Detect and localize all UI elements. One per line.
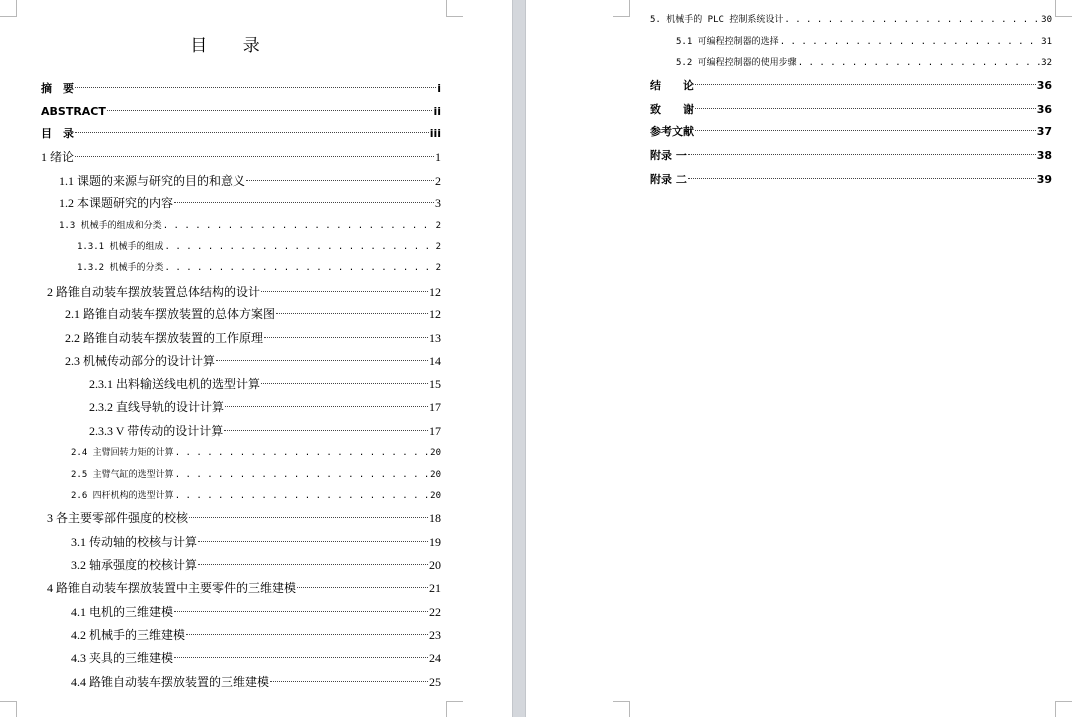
toc-entry[interactable] (71, 648, 441, 668)
toc-entry[interactable] (89, 374, 441, 394)
toc-leader-dots (224, 430, 428, 431)
toc-entry[interactable] (71, 625, 441, 645)
toc-leader-dots (695, 130, 1036, 131)
toc-leader-dots (246, 180, 434, 181)
toc-leader-dots (695, 84, 1036, 85)
toc-entry-title: 2.4 主臂回转力矩的计算 (71, 448, 174, 458)
toc-leader-dots (297, 587, 428, 588)
toc-entry-page-number: 20 (430, 491, 441, 501)
toc-entry[interactable] (41, 79, 441, 99)
toc-entry-title: 2.1 路锥自动装车摆放装置的总体方案图 (65, 307, 276, 321)
toc-leader-dots (107, 110, 433, 111)
toc-leader-dots (270, 681, 428, 682)
toc-entry-page-number: 12 (429, 285, 441, 299)
toc-entry[interactable] (676, 53, 1052, 73)
toc-entry-page-number: 2 (435, 263, 441, 273)
toc-entry-title: 2 路锥自动装车摆放装置总体结构的设计 (47, 285, 261, 299)
toc-entry[interactable] (650, 100, 1052, 120)
toc-entry-page-number: 2 (435, 221, 441, 231)
toc-entry-title: 2.3.3 V 带传动的设计计算 (89, 424, 224, 438)
toc-entry-title: 4.3 夹具的三维建模 (71, 651, 174, 665)
toc-entry-title: 4.4 路锥自动装车摆放装置的三维建模 (71, 675, 270, 689)
toc-leader-dots (175, 486, 429, 506)
toc-entry[interactable] (41, 102, 441, 122)
toc-entry-title: 1 绪论 (41, 150, 75, 164)
toc-entry-title: 附录 一 (650, 149, 687, 162)
toc-entry-page-number: 37 (1036, 125, 1052, 138)
toc-entry[interactable] (77, 237, 441, 257)
toc-entry-title: 2.3 机械传动部分的设计计算 (65, 354, 216, 368)
page-title: 目 录 (190, 36, 275, 56)
toc-entry-title: 1.2 本课题研究的内容 (59, 196, 174, 210)
toc-entry[interactable] (676, 32, 1052, 52)
toc-entry[interactable] (65, 328, 441, 348)
toc-leader-dots (225, 406, 428, 407)
toc-leader-dots (186, 634, 428, 635)
toc-leader-dots (688, 178, 1036, 179)
toc-leader-dots (695, 108, 1036, 109)
toc-entry-page-number: 20 (430, 448, 441, 458)
toc-entry-page-number: i (437, 82, 441, 95)
toc-entry-page-number: 36 (1036, 103, 1052, 116)
toc-entry[interactable] (59, 171, 441, 191)
toc-entry-title: 5.1 可编程控制器的选择 (676, 37, 779, 47)
toc-entry[interactable] (650, 170, 1052, 190)
toc-entry-title: 3 各主要零部件强度的校核 (47, 511, 189, 525)
toc-entry-title: 4.1 电机的三维建模 (71, 605, 174, 619)
margin-corner-mark (0, 0, 17, 17)
toc-entry-page-number: 18 (429, 511, 441, 525)
toc-entry-page-number: 2 (435, 174, 441, 188)
toc-leader-dots (189, 517, 428, 518)
toc-entry-title: 参考文献 (650, 125, 694, 138)
toc-entry-page-number: 25 (429, 675, 441, 689)
toc-entry-page-number: 20 (429, 558, 441, 572)
toc-leader-dots (175, 443, 429, 463)
toc-entry-page-number: 19 (429, 535, 441, 549)
toc-entry-title: 2.2 路锥自动装车摆放装置的工作原理 (65, 331, 264, 345)
toc-leader-dots (174, 202, 434, 203)
toc-leader-dots (163, 216, 435, 236)
toc-leader-dots (165, 237, 435, 257)
toc-entry[interactable] (41, 147, 441, 167)
toc-entry-title: 致 谢 (650, 103, 694, 116)
toc-entry-title: 5.2 可编程控制器的使用步骤 (676, 58, 797, 68)
toc-entry[interactable] (65, 304, 441, 324)
toc-leader-dots (165, 258, 435, 278)
toc-entry-page-number: 21 (429, 581, 441, 595)
toc-entry[interactable] (59, 216, 441, 236)
toc-entry-page-number: 39 (1036, 173, 1052, 186)
toc-leader-dots (216, 360, 428, 361)
toc-leader-dots (174, 611, 428, 612)
toc-leader-dots (780, 32, 1040, 52)
toc-entry[interactable] (650, 122, 1052, 142)
toc-entry-title: ABSTRACT (41, 105, 106, 118)
toc-entry-page-number: 13 (429, 331, 441, 345)
toc-entry[interactable] (71, 443, 441, 463)
toc-entry[interactable] (650, 76, 1052, 96)
margin-corner-mark (1055, 0, 1072, 17)
margin-corner-mark (613, 701, 630, 717)
toc-entry[interactable] (650, 10, 1052, 30)
toc-entry-page-number: 31 (1041, 37, 1052, 47)
toc-entry-title: 2.3.1 出料输送线电机的选型计算 (89, 377, 261, 391)
toc-entry-page-number: 30 (1041, 15, 1052, 25)
toc-entry-page-number: 22 (429, 605, 441, 619)
toc-leader-dots (688, 154, 1036, 155)
toc-entry[interactable] (71, 602, 441, 622)
toc-leader-dots (261, 383, 428, 384)
toc-entry-page-number: 3 (435, 196, 441, 210)
toc-leader-dots (784, 10, 1040, 30)
toc-leader-dots (175, 465, 429, 485)
toc-entry[interactable] (71, 465, 441, 485)
toc-leader-dots (276, 313, 428, 314)
toc-entry-page-number: 20 (430, 470, 441, 480)
toc-entry[interactable] (71, 486, 441, 506)
toc-entry-page-number: 14 (429, 354, 441, 368)
toc-entry-title: 2.5 主臂气缸的选型计算 (71, 470, 174, 480)
toc-entry[interactable] (65, 351, 441, 371)
toc-leader-dots (75, 132, 429, 133)
toc-entry-title: 1.3.2 机械手的分类 (77, 263, 164, 273)
toc-entry-page-number: 23 (429, 628, 441, 642)
toc-entry-title: 2.6 四杆机构的选型计算 (71, 491, 174, 501)
toc-entry[interactable] (47, 508, 441, 528)
toc-entry-page-number: 32 (1041, 58, 1052, 68)
toc-entry[interactable] (71, 672, 441, 692)
margin-corner-mark (1055, 701, 1072, 717)
toc-entry-page-number: 17 (429, 400, 441, 414)
toc-entry-page-number: ii (433, 105, 441, 118)
toc-leader-dots (75, 87, 436, 88)
toc-entry-page-number: 36 (1036, 79, 1052, 92)
toc-entry[interactable] (47, 282, 441, 302)
toc-entry-page-number: 15 (429, 377, 441, 391)
toc-entry-page-number: iii (429, 127, 441, 140)
toc-entry-title: 5. 机械手的 PLC 控制系统设计 (650, 15, 784, 25)
toc-entry-page-number: 17 (429, 424, 441, 438)
toc-leader-dots (174, 657, 428, 658)
toc-entry-title: 2.3.2 直线导轨的设计计算 (89, 400, 225, 414)
toc-leader-dots (198, 564, 428, 565)
toc-entry[interactable] (41, 124, 441, 144)
toc-entry-title: 目 录 (41, 127, 74, 140)
document-page-left (0, 0, 512, 717)
toc-entry[interactable] (77, 258, 441, 278)
margin-corner-mark (446, 0, 463, 17)
toc-entry[interactable] (89, 421, 441, 441)
toc-entry-page-number: 12 (429, 307, 441, 321)
toc-entry-title: 1.3.1 机械手的组成 (77, 242, 164, 252)
toc-entry-title: 4.2 机械手的三维建模 (71, 628, 186, 642)
toc-entry[interactable] (89, 397, 441, 417)
toc-entry[interactable] (71, 532, 441, 552)
toc-entry-page-number: 2 (435, 242, 441, 252)
margin-corner-mark (0, 701, 17, 717)
toc-leader-dots (798, 53, 1040, 73)
toc-entry-title: 1.3 机械手的组成和分类 (59, 221, 162, 231)
toc-entry-title: 结 论 (650, 79, 694, 92)
toc-entry-page-number: 1 (435, 150, 441, 164)
toc-entry-title: 1.1 课题的来源与研究的目的和意义 (59, 174, 246, 188)
toc-entry[interactable] (47, 578, 441, 598)
toc-entry-title: 3.1 传动轴的校核与计算 (71, 535, 198, 549)
toc-entry[interactable] (71, 555, 441, 575)
toc-entry-title: 3.2 轴承强度的校核计算 (71, 558, 198, 572)
margin-corner-mark (446, 701, 463, 717)
toc-leader-dots (261, 291, 428, 292)
page-gap (512, 0, 526, 717)
toc-leader-dots (75, 156, 434, 157)
toc-leader-dots (198, 541, 428, 542)
toc-leader-dots (264, 337, 428, 338)
toc-entry-page-number: 24 (429, 651, 441, 665)
toc-entry-title: 附录 二 (650, 173, 687, 186)
margin-corner-mark (613, 0, 630, 17)
toc-entry[interactable] (650, 146, 1052, 166)
toc-entry-title: 4 路锥自动装车摆放装置中主要零件的三维建模 (47, 581, 297, 595)
toc-entry-title: 摘 要 (41, 82, 74, 95)
document-page-right (526, 0, 1079, 717)
toc-entry[interactable] (59, 193, 441, 213)
toc-entry-page-number: 38 (1036, 149, 1052, 162)
